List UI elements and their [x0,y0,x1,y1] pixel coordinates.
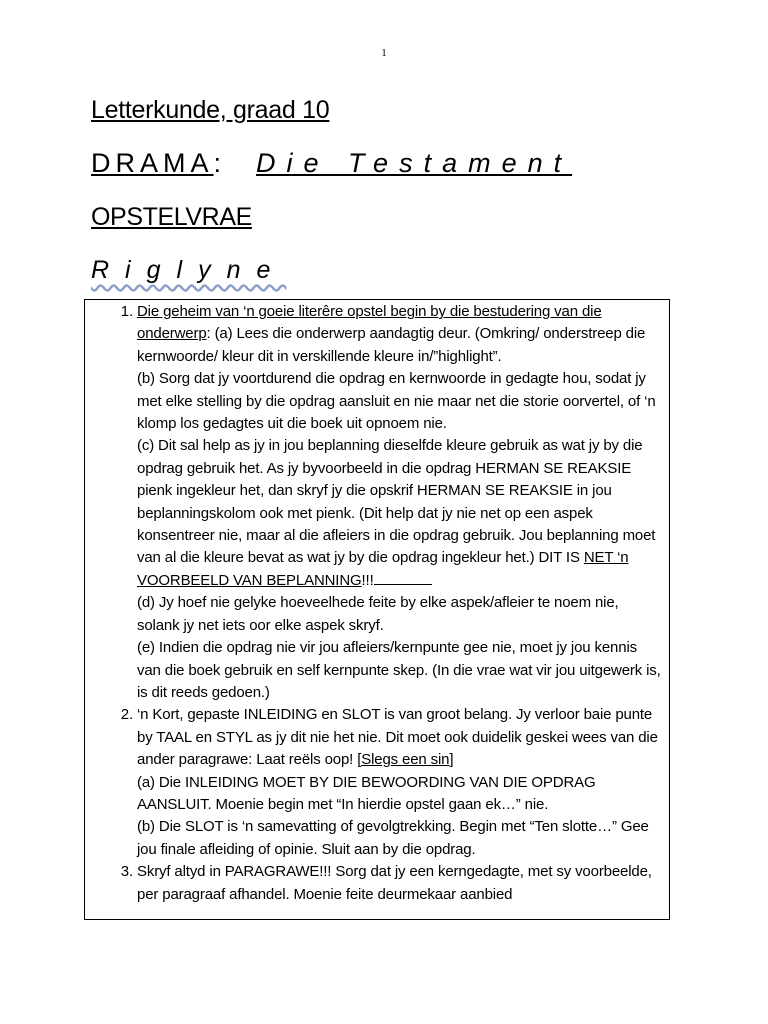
item-sub-d: (d) Jy hoef nie gelyke hoeveelhede feite by elke aspek/afleier te noem nie, solank jy net iets oor elke aspek skryf. [137,594,619,634]
item-lead: Die geheim van ‘n goeie literêre opstel begin by die bestudering van die onderwerp [137,303,602,343]
list-item [137,704,661,861]
list-item [137,301,661,704]
item-sub-b: (b) Sorg dat jy voortdurend die opdrag en kernwoorde in gedagte hou, sodat jy met elke stelling by die opdrag aansluit en nie maar net die storie oorvertel, of ‘n klomp los gedagtes uit die boek uit opnoem nie. [137,370,656,433]
item-text: ‘n Kort, gepaste INLEIDING en SLOT is van groot belang. Jy verloor baie punte by TAAL en STYL as jy dit nie het nie. Dit moet ook duidelik geskei wees van die ander paragrawe: Laat reëls oop! [137,706,658,769]
document-title: Letterkunde, graad 10 [91,96,330,124]
item-emphasis: [Slegs een sin] [357,751,454,769]
item-sub-c-end: !!! [361,571,374,589]
blank-line [374,572,432,585]
page-number: 1 [381,47,387,59]
item-text: Skryf altyd in PARAGRAWE!!! Sorg dat jy een kerngedagte, met sy voorbeelde, per paragraaf afhandel. Moenie feite deurmekaar aanbied [137,863,652,903]
item-sub-a: (a) Die INLEIDING MOET BY DIE BEWOORDING VAN DIE OPDRAG AANSLUIT. Moenie begin met “In hierdie opstel gaan ek…” nie. [137,773,596,813]
item-text: : (a) Lees die onderwerp aandagtig deur. (Omkring/ onderstreep die kernwoorde/ kleur dit in verskillende kleure in/”highlight”. [137,325,646,365]
list-item [137,861,661,906]
guidelines-heading: Riglyne [91,256,287,284]
item-sub-b: (b) Die SLOT is ‘n samevatting of gevolgtrekking. Begin met “Ten slotte…” Gee jou finale afleiding of opinie. Sluit aan by die opdrag. [137,818,649,858]
guidelines-list [85,300,669,906]
guidelines-box [84,299,670,920]
item-sub-e: (e) Indien die opdrag nie vir jou afleiers/kernpunte gee nie, moet jy jou kennis van die boek gebruik en self kernpunte skep. (In die vrae wat vir jou uitgewerk is, is dit reeds gedoen.) [137,639,661,701]
drama-label: DRAMA [91,148,214,178]
drama-colon: : [213,148,227,178]
drama-heading [91,148,572,179]
section-heading: OPSTELVRAE [91,203,252,231]
play-title: Die Testament [256,148,573,178]
item-sub-c: (c) Dit sal help as jy in jou beplanning dieselfde kleure gebruik as wat jy by die opdrag gebruik het. As jy byvoorbeeld in die opdrag HERMAN SE REAKSIE pienk ingekleur het, dan skryf jy die opskrif HERMAN SE REAKSIE in jou beplanningskolom ook met pienk. (Dit help dat jy nie net op een aspek konsentreer nie, maar al die afleiers in die opdrag gebruik. Jou beplanning moet van al die kleure bevat as wat jy by die opdrag ingekleur het.) DIT IS [137,437,656,567]
item-sub-c-emphasis: NET ‘n VOORBEELD VAN BEPLANNING [137,549,629,589]
